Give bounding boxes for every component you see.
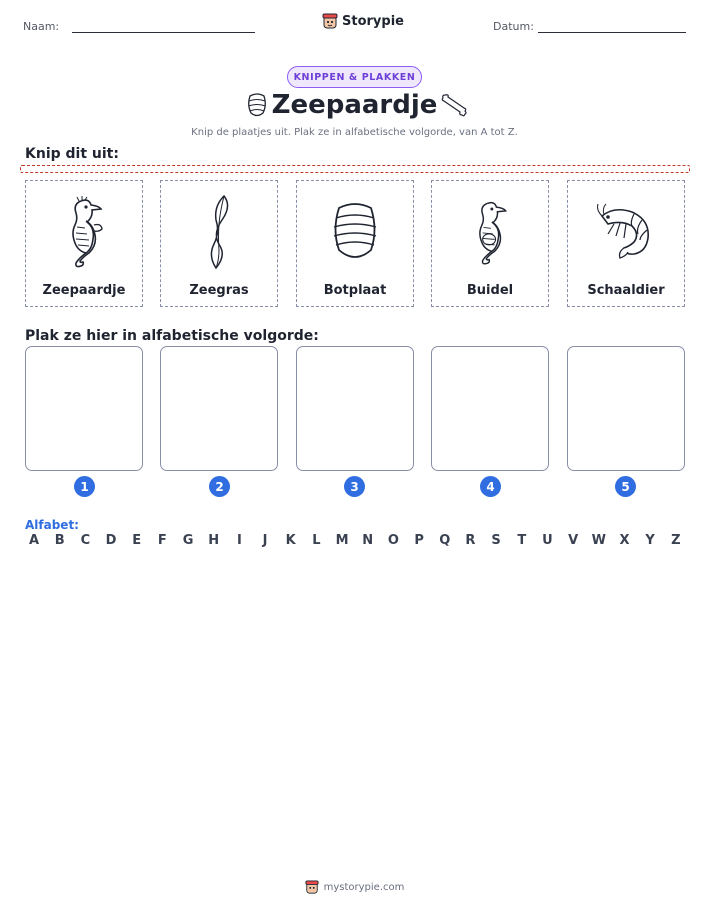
footer-url[interactable]: mystorypie.com	[323, 881, 405, 893]
slot-number: 1	[74, 476, 95, 497]
alphabet-letter: E	[132, 533, 142, 548]
alphabet-letter: N	[362, 533, 374, 548]
alphabet-letter: F	[157, 533, 167, 548]
alphabet-letter: I	[236, 533, 242, 548]
alphabet-letter: Q	[439, 533, 451, 548]
brand-name: Storypie	[342, 13, 404, 29]
alphabet-title: Alfabet:	[25, 518, 79, 532]
cut-card[interactable]	[567, 180, 685, 307]
alphabet-letter: U	[542, 533, 553, 548]
name-label: Naam:	[23, 20, 60, 33]
paste-slot[interactable]	[296, 346, 414, 471]
paste-section-title: Plak ze hier in alfabetische volgorde:	[25, 328, 319, 344]
card-label: Schaaldier	[587, 283, 665, 298]
alphabet-letter: V	[568, 533, 579, 548]
alphabet-letter: H	[208, 533, 220, 548]
paste-slot[interactable]	[160, 346, 278, 471]
cut-card[interactable]	[296, 180, 414, 307]
alphabet-letter: C	[80, 533, 91, 548]
storypie-mascot-icon	[305, 880, 319, 894]
instructions: Knip de plaatjes uit. Plak ze in alfabetische volgorde, van A tot Z.	[191, 127, 518, 138]
alphabet-letter: M	[335, 533, 349, 548]
seagrass-icon	[202, 194, 236, 270]
paste-slot[interactable]	[431, 346, 549, 471]
alphabet-letter: J	[262, 533, 268, 548]
date-label: Datum:	[493, 20, 534, 33]
slot-number: 3	[344, 476, 365, 497]
slot-number: 2	[209, 476, 230, 497]
card-label: Zeepaardje	[42, 283, 126, 298]
cut-line	[20, 165, 690, 173]
alphabet-letter: G	[182, 533, 194, 548]
date-line	[538, 32, 686, 33]
seahorse-icon	[59, 195, 109, 269]
alphabet-letter: B	[54, 533, 65, 548]
page-title: Zeepaardje	[271, 90, 438, 120]
alphabet-letter: P	[414, 533, 424, 548]
alphabet-letter: X	[619, 533, 630, 548]
bone-plate-icon	[331, 200, 379, 264]
paste-slot[interactable]	[25, 346, 143, 471]
paste-slot[interactable]	[567, 346, 685, 471]
name-line	[72, 32, 255, 33]
cut-card[interactable]	[160, 180, 278, 307]
alphabet-letter: D	[105, 533, 117, 548]
alphabet-letter: L	[312, 533, 321, 548]
alphabet-letter: K	[285, 533, 296, 548]
card-label: Zeegras	[189, 283, 249, 298]
alphabet-row	[25, 533, 685, 548]
card-label: Botplaat	[323, 283, 387, 298]
seahorse-pouch-icon	[467, 197, 513, 267]
bone-icon	[440, 92, 468, 118]
storypie-logo	[322, 13, 404, 29]
storypie-mascot-icon	[322, 13, 338, 29]
slot-number: 4	[480, 476, 501, 497]
activity-badge: KNIPPEN & PLAKKEN	[287, 66, 422, 88]
alphabet-letter: O	[387, 533, 399, 548]
alphabet-letter: S	[491, 533, 501, 548]
cut-section-title: Knip dit uit:	[25, 146, 119, 162]
slot-number: 5	[615, 476, 636, 497]
cut-card[interactable]	[431, 180, 549, 307]
card-label: Buidel	[466, 283, 514, 298]
alphabet-letter: W	[591, 533, 606, 548]
alphabet-letter: A	[28, 533, 40, 548]
shrimp-icon	[594, 202, 658, 262]
footer	[0, 880, 709, 894]
cut-card[interactable]	[25, 180, 143, 307]
alphabet-letter: T	[517, 533, 527, 548]
alphabet-letter: R	[465, 533, 476, 548]
alphabet-letter: Y	[645, 533, 655, 548]
alphabet-letter: Z	[671, 533, 681, 548]
